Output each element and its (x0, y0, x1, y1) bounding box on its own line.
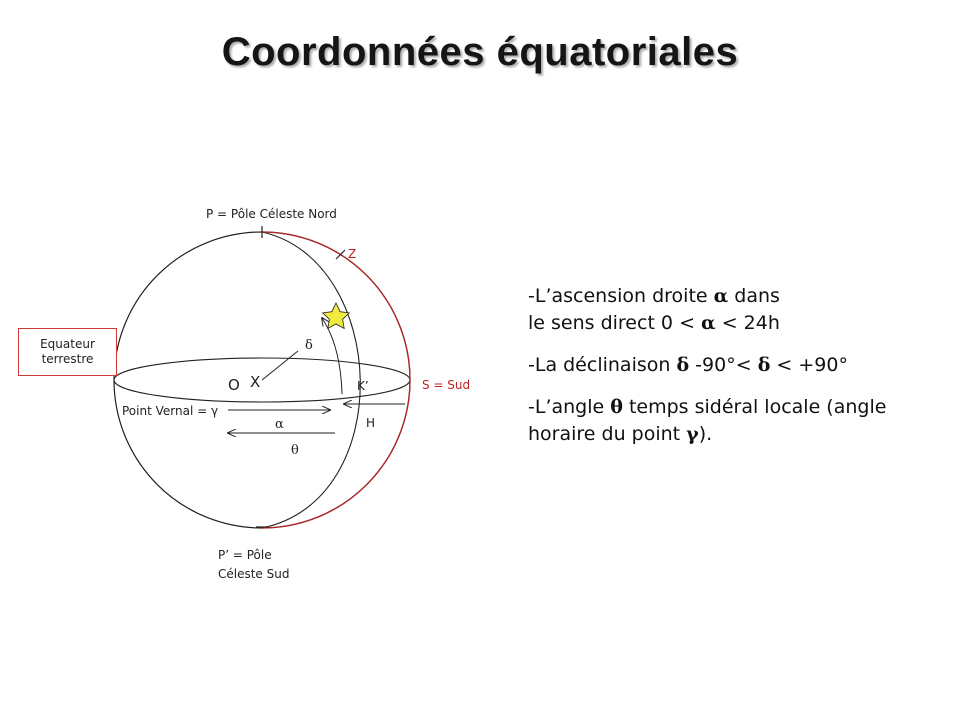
text-segment: -La déclinaison (528, 354, 677, 376)
radius-line (262, 351, 298, 380)
equator-label-line2: terrestre (41, 352, 94, 366)
k-prime-label: K’ (357, 379, 369, 393)
bullet-right-ascension (528, 283, 948, 337)
text-segment: temps sidéral locale (angle (622, 396, 887, 418)
alpha-symbol: α (713, 285, 729, 307)
text-segment: -L’angle (528, 396, 611, 418)
south-pole-label-line2: Céleste Sud (218, 567, 290, 581)
theta-symbol: θ (610, 396, 623, 418)
hour-circle (262, 232, 360, 528)
alpha-label: α (275, 417, 284, 432)
text-segment: le sens direct 0 < (528, 312, 702, 334)
text-segment: -90°< (689, 354, 758, 376)
text-segment: < 24h (715, 312, 780, 334)
bullet-hour-angle (528, 394, 948, 448)
delta-symbol: δ (757, 354, 771, 376)
text-segment: dans (728, 285, 780, 307)
equator-label-box (18, 328, 117, 376)
explanation-text (528, 283, 948, 463)
zenith-label: Z (348, 247, 357, 261)
gamma-symbol: γ (686, 423, 699, 445)
south-pole-label-line1: P’ = Pôle (218, 548, 272, 562)
alpha-symbol: α (701, 312, 716, 334)
south-label: S = Sud (422, 378, 471, 392)
delta-symbol: δ (676, 354, 690, 376)
slide-title: Coordonnées équatoriales (221, 30, 739, 74)
origin-label: O (228, 376, 240, 394)
zenith-tick (336, 250, 345, 259)
vernal-point-label: Point Vernal = γ (122, 404, 219, 418)
h-label: H (366, 416, 376, 430)
north-pole-label: P = Pôle Céleste Nord (206, 207, 337, 221)
text-segment: < +90° (770, 354, 848, 376)
text-segment: -L’ascension droite (528, 285, 714, 307)
text-segment: ). (698, 423, 713, 445)
equator-label-line1: Equateur (40, 337, 95, 351)
bullet-declination (528, 352, 948, 379)
local-meridian (262, 232, 410, 528)
declination-arrow (322, 318, 342, 394)
delta-label: δ (305, 338, 313, 353)
x-mark: X (250, 373, 261, 391)
theta-label: θ (291, 443, 299, 458)
text-segment: horaire du point (528, 423, 687, 445)
